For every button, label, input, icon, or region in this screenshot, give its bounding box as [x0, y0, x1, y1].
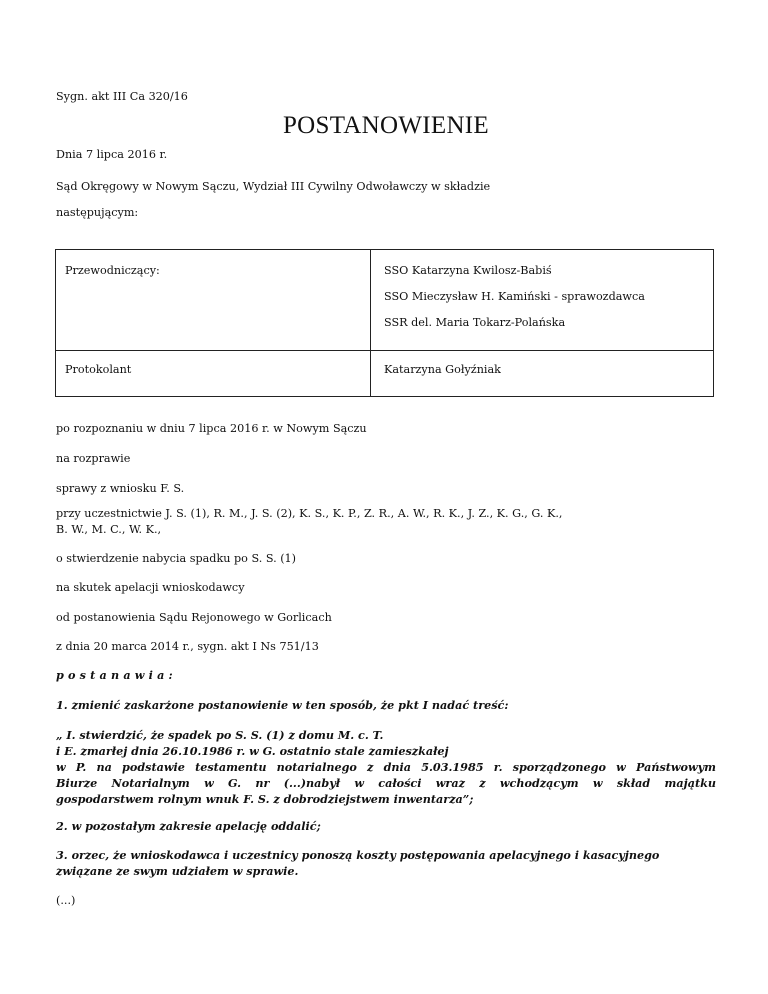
participants-paragraph [56, 506, 716, 538]
quote-line: w P. na podstawie testamentu notarialnego z dnia 5.03.1985 r. sporządzonego w Państwowym [56, 760, 716, 774]
panel-row-chair [56, 250, 714, 351]
document-title: POSTANOWIENIE [282, 112, 490, 139]
clerk-label: Protokolant [65, 363, 132, 376]
participants-line: przy uczestnictwie J. S. (1), R. M., J. S. (2), K. S., K. P., Z. R., A. W., R. K., J. Z., K. G., G. K., [56, 507, 563, 520]
participants-line: B. W., M. C., W. K., [56, 523, 162, 536]
quote-line: „ I. stwierdzić, że spadek po S. S. (1) z domu M. c. T. [56, 728, 384, 742]
hearing-line: po rozpoznaniu w dniu 7 lipca 2016 r. w Nowym Sączu [56, 422, 367, 435]
ruling-heading: postanawia: [56, 668, 177, 682]
chair-label: Przewodniczący: [65, 264, 160, 277]
subject-line: o stwierdzenie nabycia spadku po S. S. (1) [56, 552, 297, 565]
case-signature: Sygn. akt III Ca 320/16 [56, 90, 188, 103]
omission-marker: (...) [56, 894, 76, 907]
panel-member: SSO Mieczysław H. Kamiński - sprawozdawca [384, 290, 645, 303]
quote-line: i E. zmarłej dnia 26.10.1986 r. w G. ostatnio stale zamieszkałej [56, 744, 449, 758]
panel-member: SSR del. Maria Tokarz-Polańska [384, 316, 566, 329]
lower-court-line: od postanowienia Sądu Rejonowego w Gorlicach [56, 611, 332, 624]
panel-row-clerk [56, 351, 714, 397]
ruling-point-2: 2. w pozostałym zakresie apelację oddalić; [56, 819, 321, 833]
appeal-line: na skutek apelacji wnioskodawcy [56, 581, 245, 594]
hearing-type-line: na rozprawie [56, 452, 131, 465]
clerk-name: Katarzyna Gołyźniak [384, 363, 501, 376]
members-cell [371, 250, 714, 351]
quote-line: Biurze Notarialnym w G. nr (...)nabył w całości wraz z wchodzącym w skład majątku [56, 776, 716, 790]
clerk-name-cell [371, 351, 714, 397]
court-line-continued: następującym: [56, 206, 139, 219]
lower-court-date-line: z dnia 20 marca 2014 r., sygn. akt I Ns 751/13 [56, 640, 319, 653]
chair-label-cell [56, 250, 371, 351]
point-3-line: związane ze swym udziałem w sprawie. [56, 864, 299, 878]
court-line: Sąd Okręgowy w Nowym Sączu, Wydział III Cywilny Odwoławczy w składzie [56, 180, 491, 193]
ruling-quote [56, 727, 716, 807]
panel-member: SSO Katarzyna Kwilosz-Babiś [384, 264, 552, 277]
court-panel-table [55, 249, 714, 397]
ruling-point-1: 1. zmienić zaskarżone postanowienie w ten sposób, że pkt I nadać treść: [56, 698, 509, 712]
clerk-label-cell [56, 351, 371, 397]
date-line: Dnia 7 lipca 2016 r. [56, 148, 168, 161]
quote-line: gospodarstwem rolnym wnuk F. S. z dobrodziejstwem inwentarza”; [56, 792, 474, 806]
point-3-line: 3. orzec, że wnioskodawca i uczestnicy ponoszą koszty postępowania apelacyjnego i kasacyjnego [56, 848, 660, 862]
applicant-line: sprawy z wniosku F. S. [56, 482, 185, 495]
ruling-point-3 [56, 847, 716, 879]
